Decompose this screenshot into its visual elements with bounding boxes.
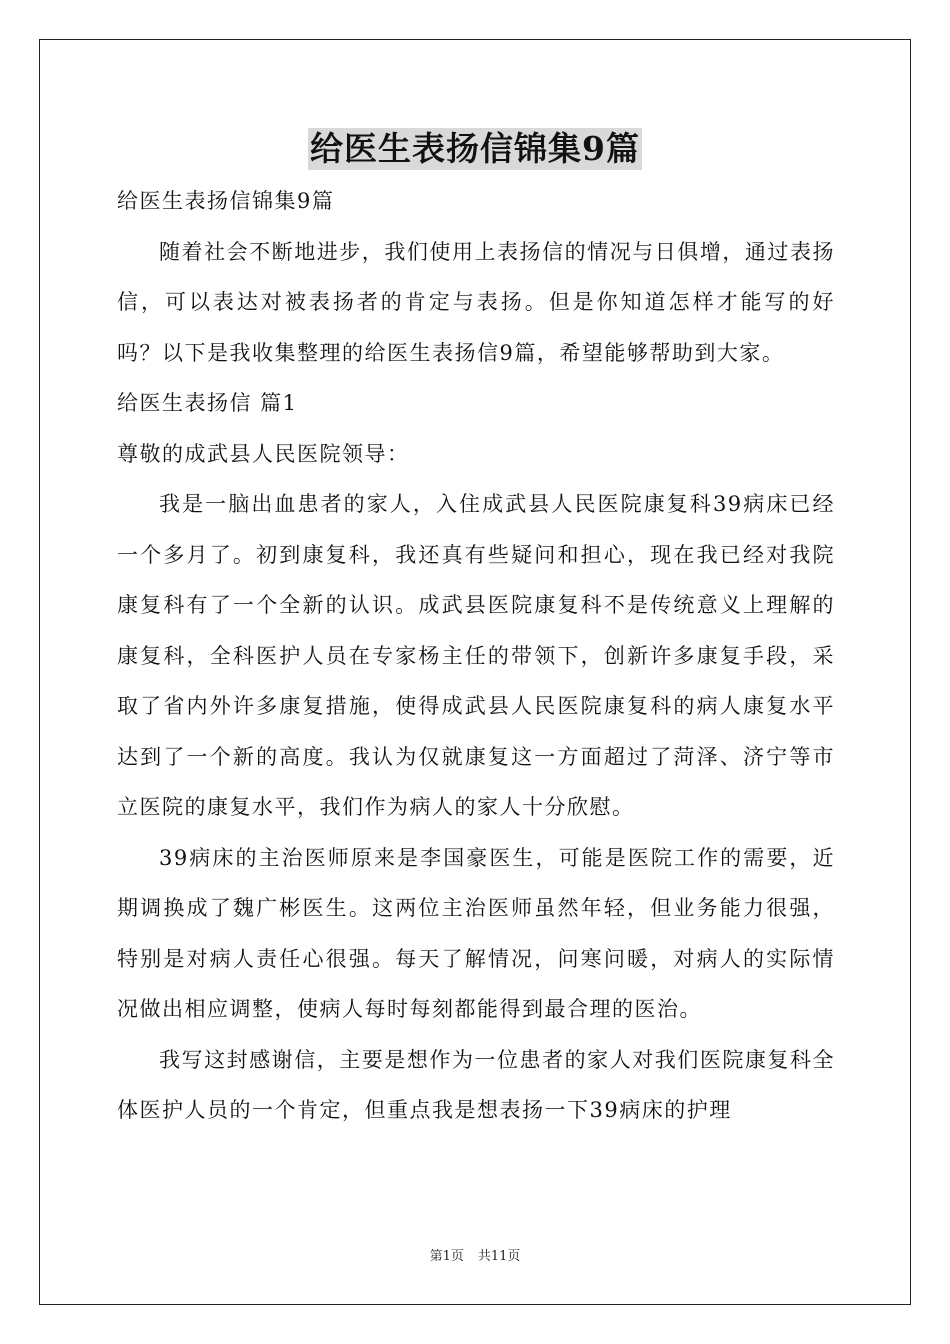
document-body [117, 176, 835, 1136]
section-heading: 给医生表扬信 篇1 [117, 391, 298, 415]
salutation: 尊敬的成武县人民医院领导： [117, 441, 410, 466]
title-wrap [0, 128, 950, 170]
page-footer [0, 1248, 950, 1266]
page-total: 共11页 [477, 1249, 521, 1264]
body-paragraph: 39病床的主治医师原来是李国豪医生，可能是医院工作的需要，近期调换成了魏广彬医生。这两位主治医师虽然年轻，但业务能力很强，特别是对病人责任心很强。每天了解情况，问寒问暖，对病人的实际情况做出相应调整，使病人每时每刻都能得到最合理的医治。 [117, 845, 835, 1021]
intro-paragraph: 随着社会不断地进步，我们使用上表扬信的情况与日俱增，通过表扬信，可以表达对被表扬者的肯定与表扬。但是你知道怎样才能写的好吗？以下是我收集整理的给医生表扬信9篇，希望能够帮助到大家。 [117, 239, 835, 365]
body-paragraph: 我是一脑出血患者的家人，入住成武县人民医院康复科39病床已经一个多月了。初到康复科，我还真有些疑问和担心，现在我已经对我院康复科有了一个全新的认识。成武县医院康复科不是传统意义上理解的康复科，全科医护人员在专家杨主任的带领下，创新许多康复手段，采取了省内外许多康复措施，使得成武县人民医院康复科的病人康复水平达到了一个新的高度。我认为仅就康复这一方面超过了菏泽、济宁等市立医院的康复水平，我们作为病人的家人十分欣慰。 [117, 492, 835, 819]
document-title: 给医生表扬信锦集9篇 [310, 129, 640, 168]
subtitle-line: 给医生表扬信锦集9篇 [117, 189, 335, 213]
body-paragraph: 我写这封感谢信，主要是想作为一位患者的家人对我们医院康复科全体医护人员的一个肯定，但重点我是想表扬一下39病床的护理 [117, 1047, 835, 1122]
page-number: 第1页 [429, 1249, 464, 1264]
